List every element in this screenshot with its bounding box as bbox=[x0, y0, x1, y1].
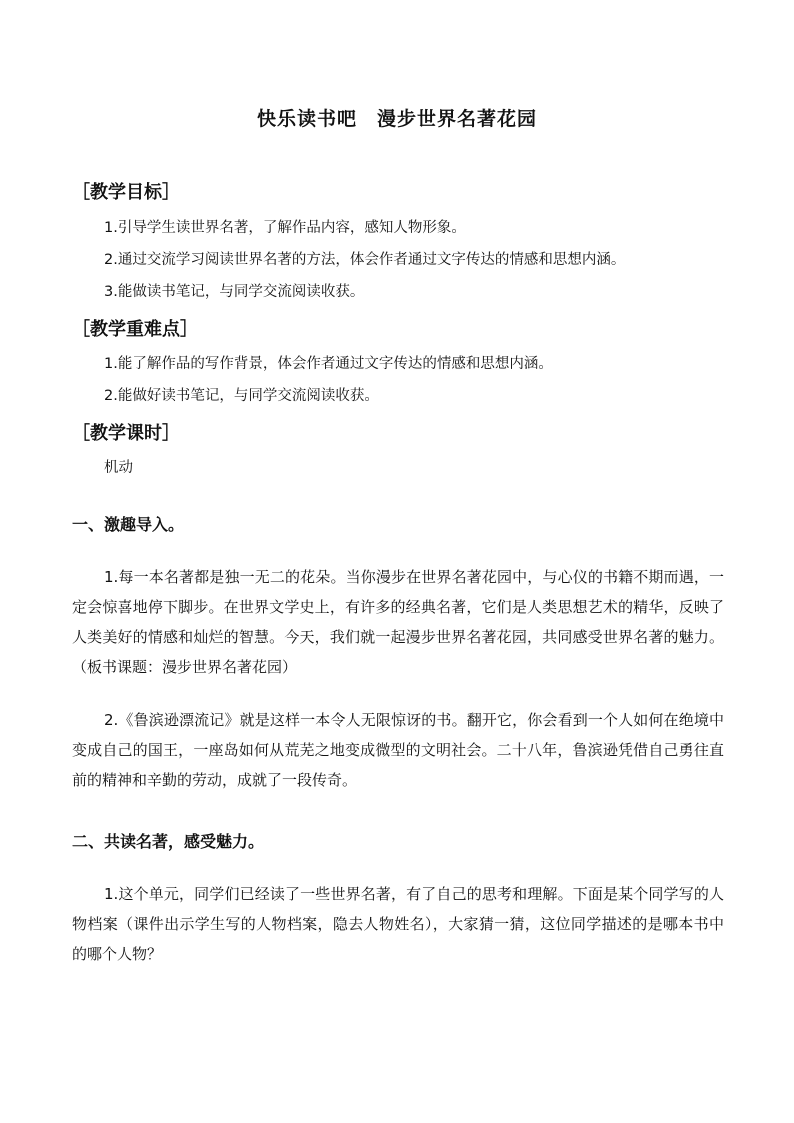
key-point-item-2: 2.能做好读书笔记，与同学交流阅读收获。 bbox=[104, 388, 379, 404]
hours-value: 机动 bbox=[104, 460, 133, 476]
part1-heading: 一、激趣导入。 bbox=[72, 515, 185, 534]
part2-heading: 二、共读名著，感受魅力。 bbox=[72, 832, 265, 851]
objective-item-2: 2.通过交流学习阅读世界名著的方法，体会作者通过文字传达的情感和思想内涵。 bbox=[104, 252, 626, 268]
part1-paragraph-2: 2.《鲁滨逊漂流记》就是这样一本令人无限惊讶的书。翻开它，你会看到一个人如何在绝境中变成自己的国王，一座岛如何从荒芜之地变成微型的文明社会。二十八年，鲁滨逊凭借自己勇往直前的精神和辛勤的劳动，成就了一段传奇。 bbox=[72, 711, 724, 789]
document-title: 快乐读书吧 漫步世界名著花园 bbox=[256, 108, 537, 130]
objectives-heading: ［教学目标］ bbox=[72, 182, 180, 203]
objective-item-3: 3.能做读书笔记，与同学交流阅读收获。 bbox=[104, 284, 365, 300]
objective-item-1: 1.引导学生读世界名著，了解作品内容，感知人物形象。 bbox=[104, 220, 466, 236]
hours-heading: ［教学课时］ bbox=[72, 423, 180, 444]
part2-paragraph-1: 1.这个单元，同学们已经读了一些世界名著，有了自己的思考和理解。下面是某个同学写的人物档案（课件出示学生写的人物档案，隐去人物姓名），大家猜一猜，这位同学描述的是哪本书中的哪个人物？ bbox=[72, 885, 724, 963]
key-points-heading: ［教学重难点］ bbox=[72, 319, 198, 340]
part1-paragraph-1: 1.每一本名著都是独一无二的花朵。当你漫步在世界名著花园中，与心仪的书籍不期而遇，一定会惊喜地停下脚步。在世界文学史上，有许多的经典名著，它们是人类思想艺术的精华，反映了人类美好的情感和灿烂的智慧。今天，我们就一起漫步世界名著花园，共同感受世界名著的魅力。（板书课题：漫步世界名著花园） bbox=[72, 568, 724, 676]
key-point-item-1: 1.能了解作品的写作背景，体会作者通过文字传达的情感和思想内涵。 bbox=[104, 356, 553, 372]
